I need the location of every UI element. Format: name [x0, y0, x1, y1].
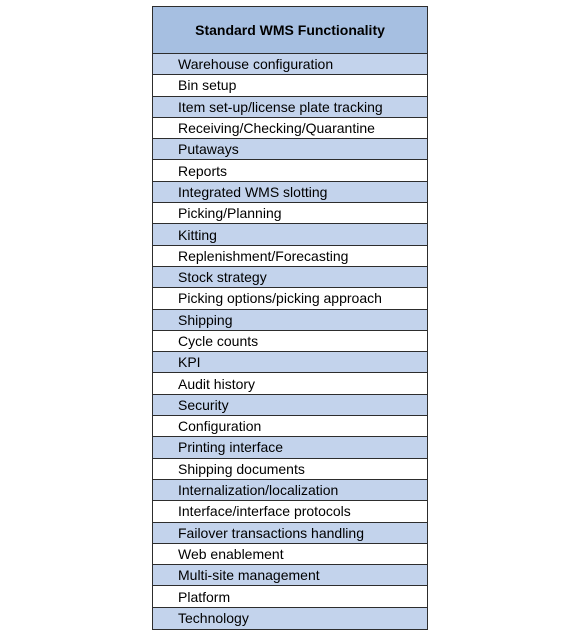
table-row: Bin setup	[153, 75, 427, 96]
table-row: Configuration	[153, 416, 427, 437]
table-row: Failover transactions handling	[153, 523, 427, 544]
table-header: Standard WMS Functionality	[153, 7, 427, 54]
table-row: Technology	[153, 608, 427, 629]
table-row: Shipping documents	[153, 459, 427, 480]
table-body	[153, 54, 427, 629]
table-row: Multi-site management	[153, 565, 427, 586]
table-row: Receiving/Checking/Quarantine	[153, 118, 427, 139]
table-row: Cycle counts	[153, 331, 427, 352]
table-row: Interface/interface protocols	[153, 501, 427, 522]
table-row: Putaways	[153, 139, 427, 160]
table-row: Stock strategy	[153, 267, 427, 288]
table-row: Security	[153, 395, 427, 416]
table-row: Picking/Planning	[153, 203, 427, 224]
table-row: Audit history	[153, 373, 427, 394]
table-row: Printing interface	[153, 437, 427, 458]
table-row: Reports	[153, 160, 427, 181]
table-row: Warehouse configuration	[153, 54, 427, 75]
table-row: Internalization/localization	[153, 480, 427, 501]
table-row: Kitting	[153, 224, 427, 245]
table-row: Picking options/picking approach	[153, 288, 427, 309]
table-row: Replenishment/Forecasting	[153, 246, 427, 267]
table-row: Integrated WMS slotting	[153, 182, 427, 203]
table-row: KPI	[153, 352, 427, 373]
wms-functionality-table	[152, 6, 428, 630]
table-row: Web enablement	[153, 544, 427, 565]
table-row: Item set-up/license plate tracking	[153, 97, 427, 118]
table-row: Platform	[153, 586, 427, 607]
table-row: Shipping	[153, 310, 427, 331]
